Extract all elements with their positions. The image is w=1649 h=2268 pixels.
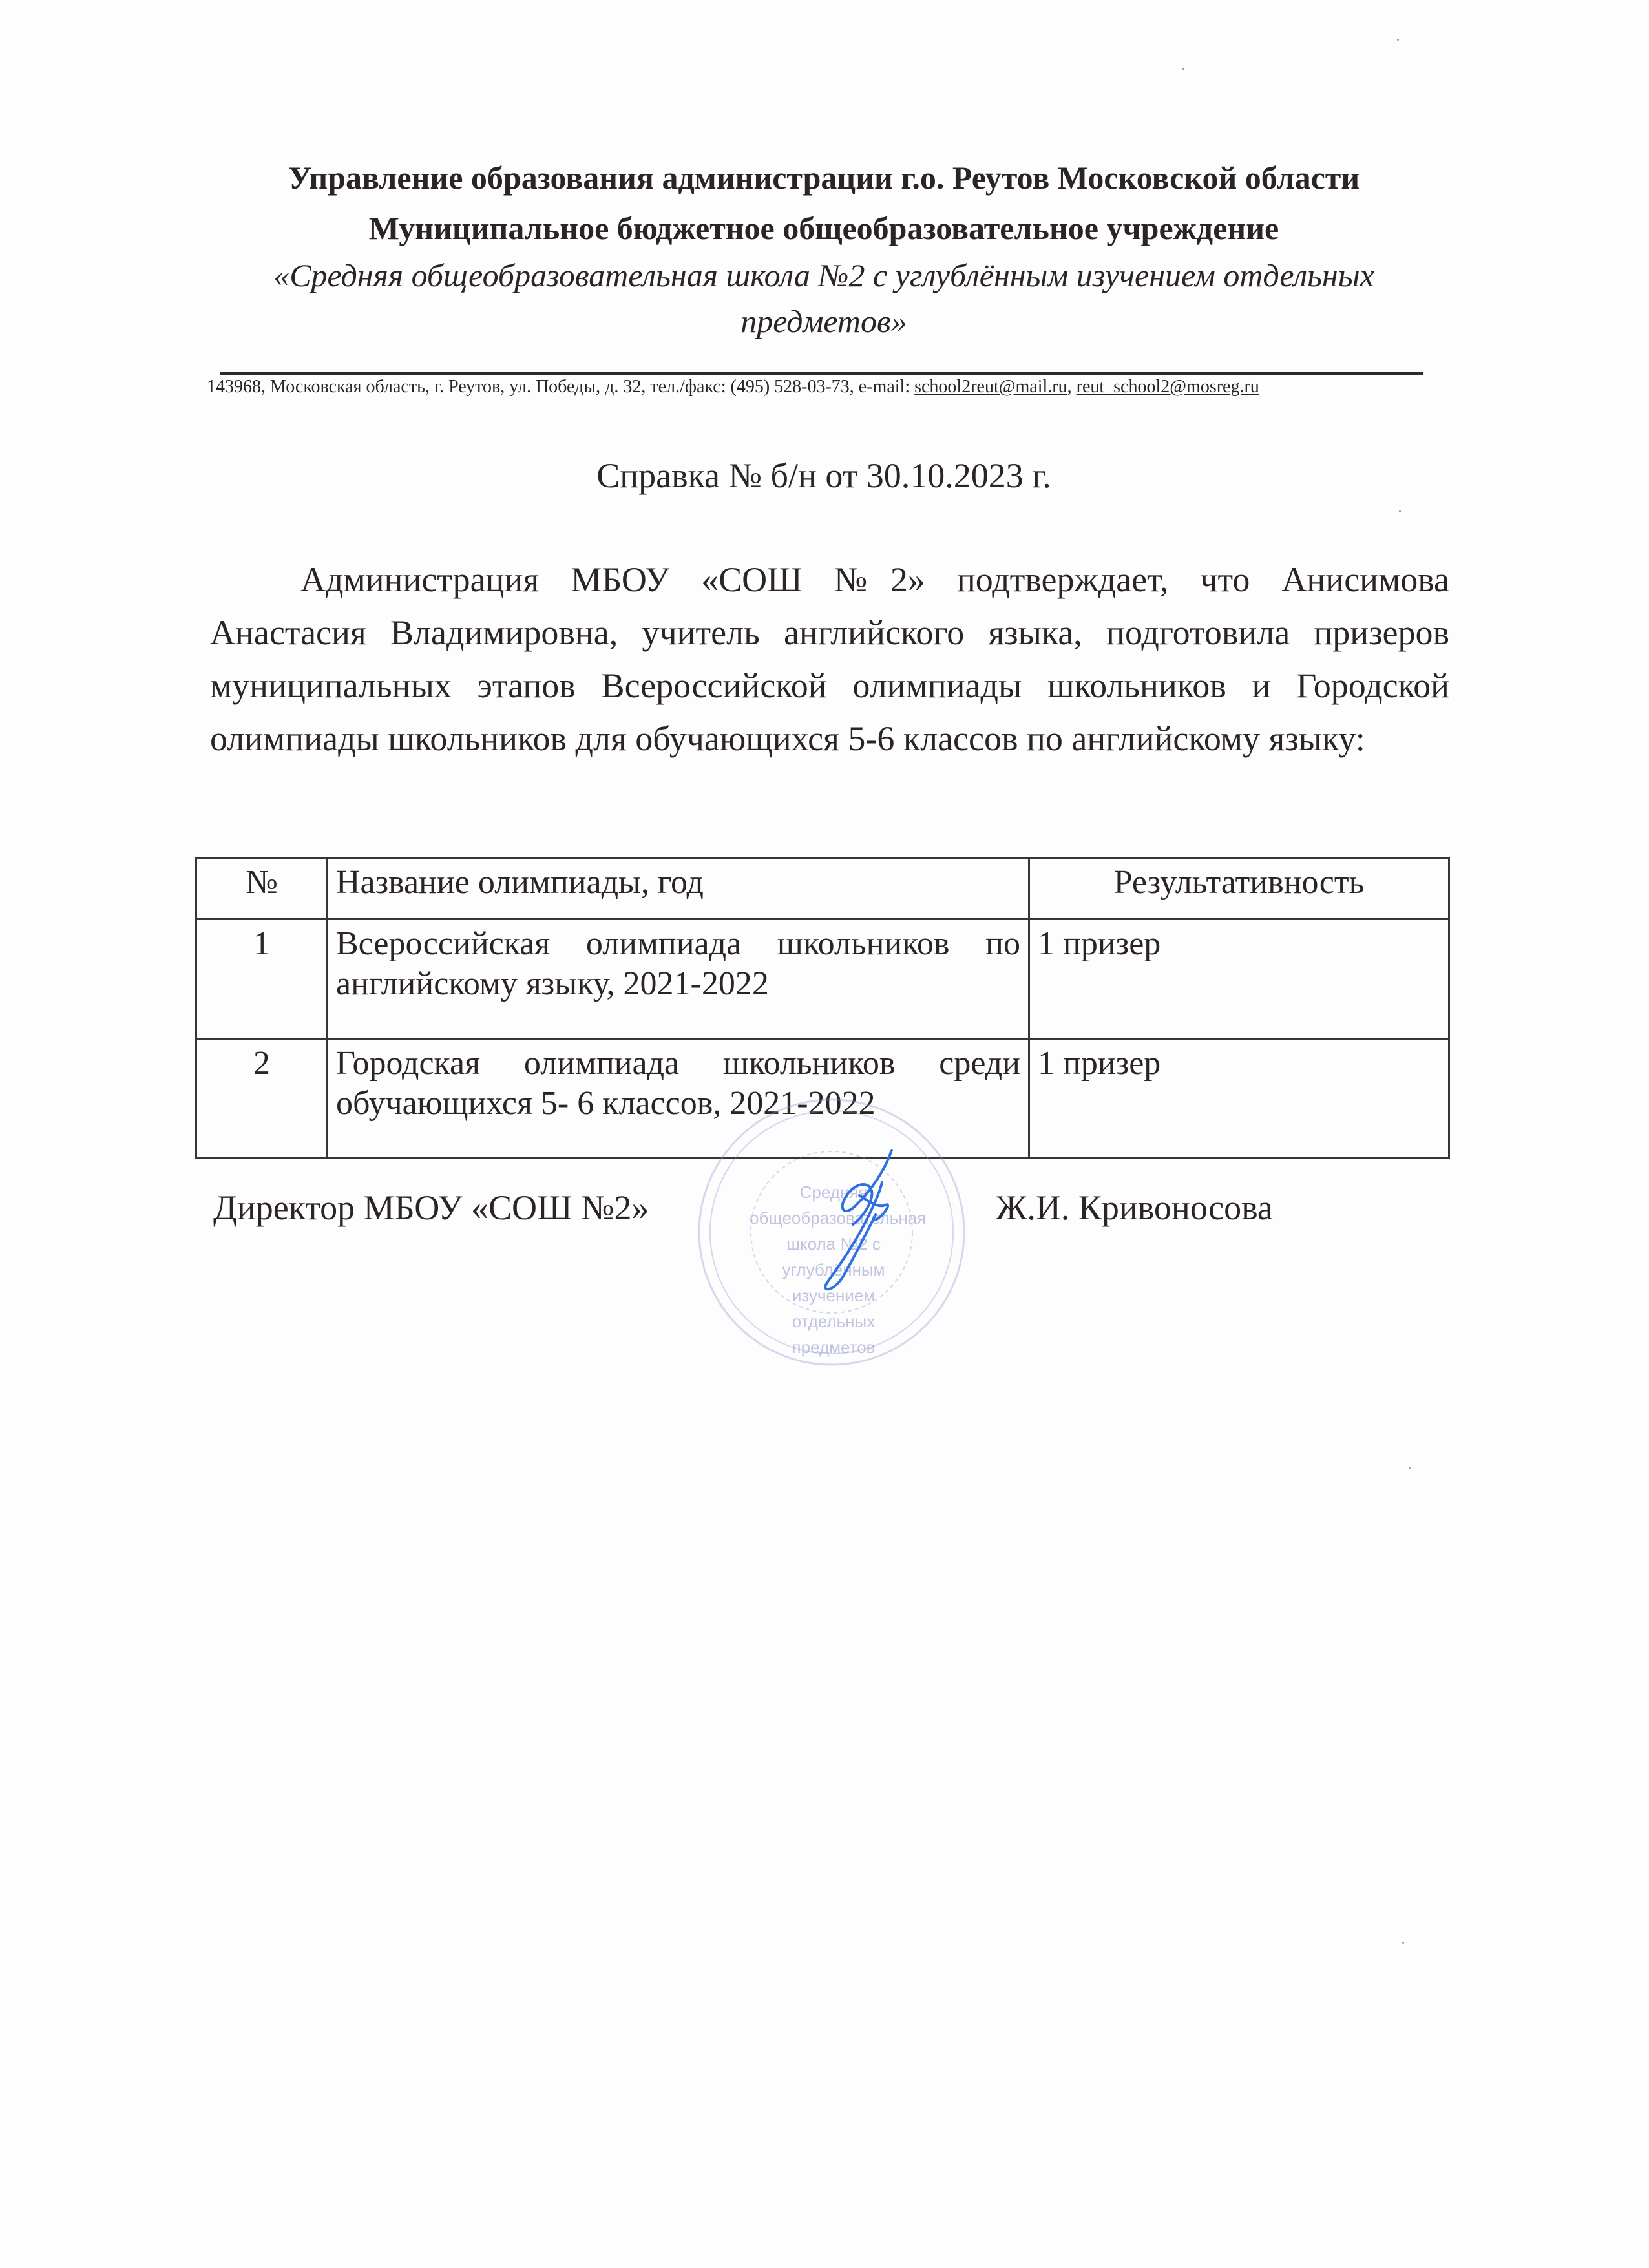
handwritten-signature-icon [795,1144,924,1299]
scan-speck [1182,68,1184,70]
address-text: 143968, Московская область, г. Реутов, ул. Победы, д. 32, тел./факс: (495) 528-03-73, e-mail: [207,377,915,397]
row-number: 1 [196,919,328,1039]
row-olympiad-name: Городская олимпиада школьников среди обучающихся 5- 6 классов, 2021-2022 [328,1039,1029,1159]
scan-speck [1399,510,1401,512]
email-link-mail[interactable]: school2reut@mail.ru [914,377,1067,397]
letterhead-school-name-line2: предметов» [740,303,907,339]
stamp-text: Средняя общеобразовательная школа №2 с углублённым изучением отдельных предметов [750,1182,927,1357]
row-result: 1 призер [1029,1039,1449,1159]
document-body: Администрация МБОУ «СОШ №2» подтверждает, что Анисимова Анастасия Владимировна, учитель английского языка, подготовила призеров муниципальных этапов Всероссийской олимпиады школьников и Городской олимпиады школьников для обучающихся 5-6 классов по английскому языку: [210,560,1449,758]
header-olympiad-name: Название олимпиады, год [328,858,1029,919]
letterhead-school-name-line1: «Средняя общеобразовательная школа №2 с углублённым изучением отдельных [273,257,1374,293]
row-result: 1 призер [1029,919,1449,1039]
letterhead-divider [220,372,1423,375]
scan-speck [1402,1942,1404,1944]
row-number: 2 [196,1039,328,1159]
table-row [196,919,1449,1039]
letterhead-department: Управление образования администрации г.о. Реутов Московской области [288,160,1360,196]
scan-speck [1409,1467,1411,1469]
letterhead-address [207,377,1434,397]
row-olympiad-name: Всероссийская олимпиада школьников по английскому языку, 2021-2022 [328,919,1029,1039]
email-link-mosreg[interactable]: reut_school2@mosreg.ru [1076,377,1259,397]
letterhead-institution-type: Муниципальное бюджетное общеобразовательное учреждение [368,210,1279,246]
signatory-name: Ж.И. Кривоносова [996,1188,1273,1227]
scan-speck [1397,39,1399,41]
header-result: Результативность [1029,858,1449,919]
email-separator: , [1067,377,1077,397]
signatory-role: Директор МБОУ «СОШ №2» [213,1188,649,1227]
table-header-row [196,858,1449,919]
header-number: № [196,858,328,919]
document-title: Справка № б/н от 30.10.2023 г. [596,456,1051,495]
